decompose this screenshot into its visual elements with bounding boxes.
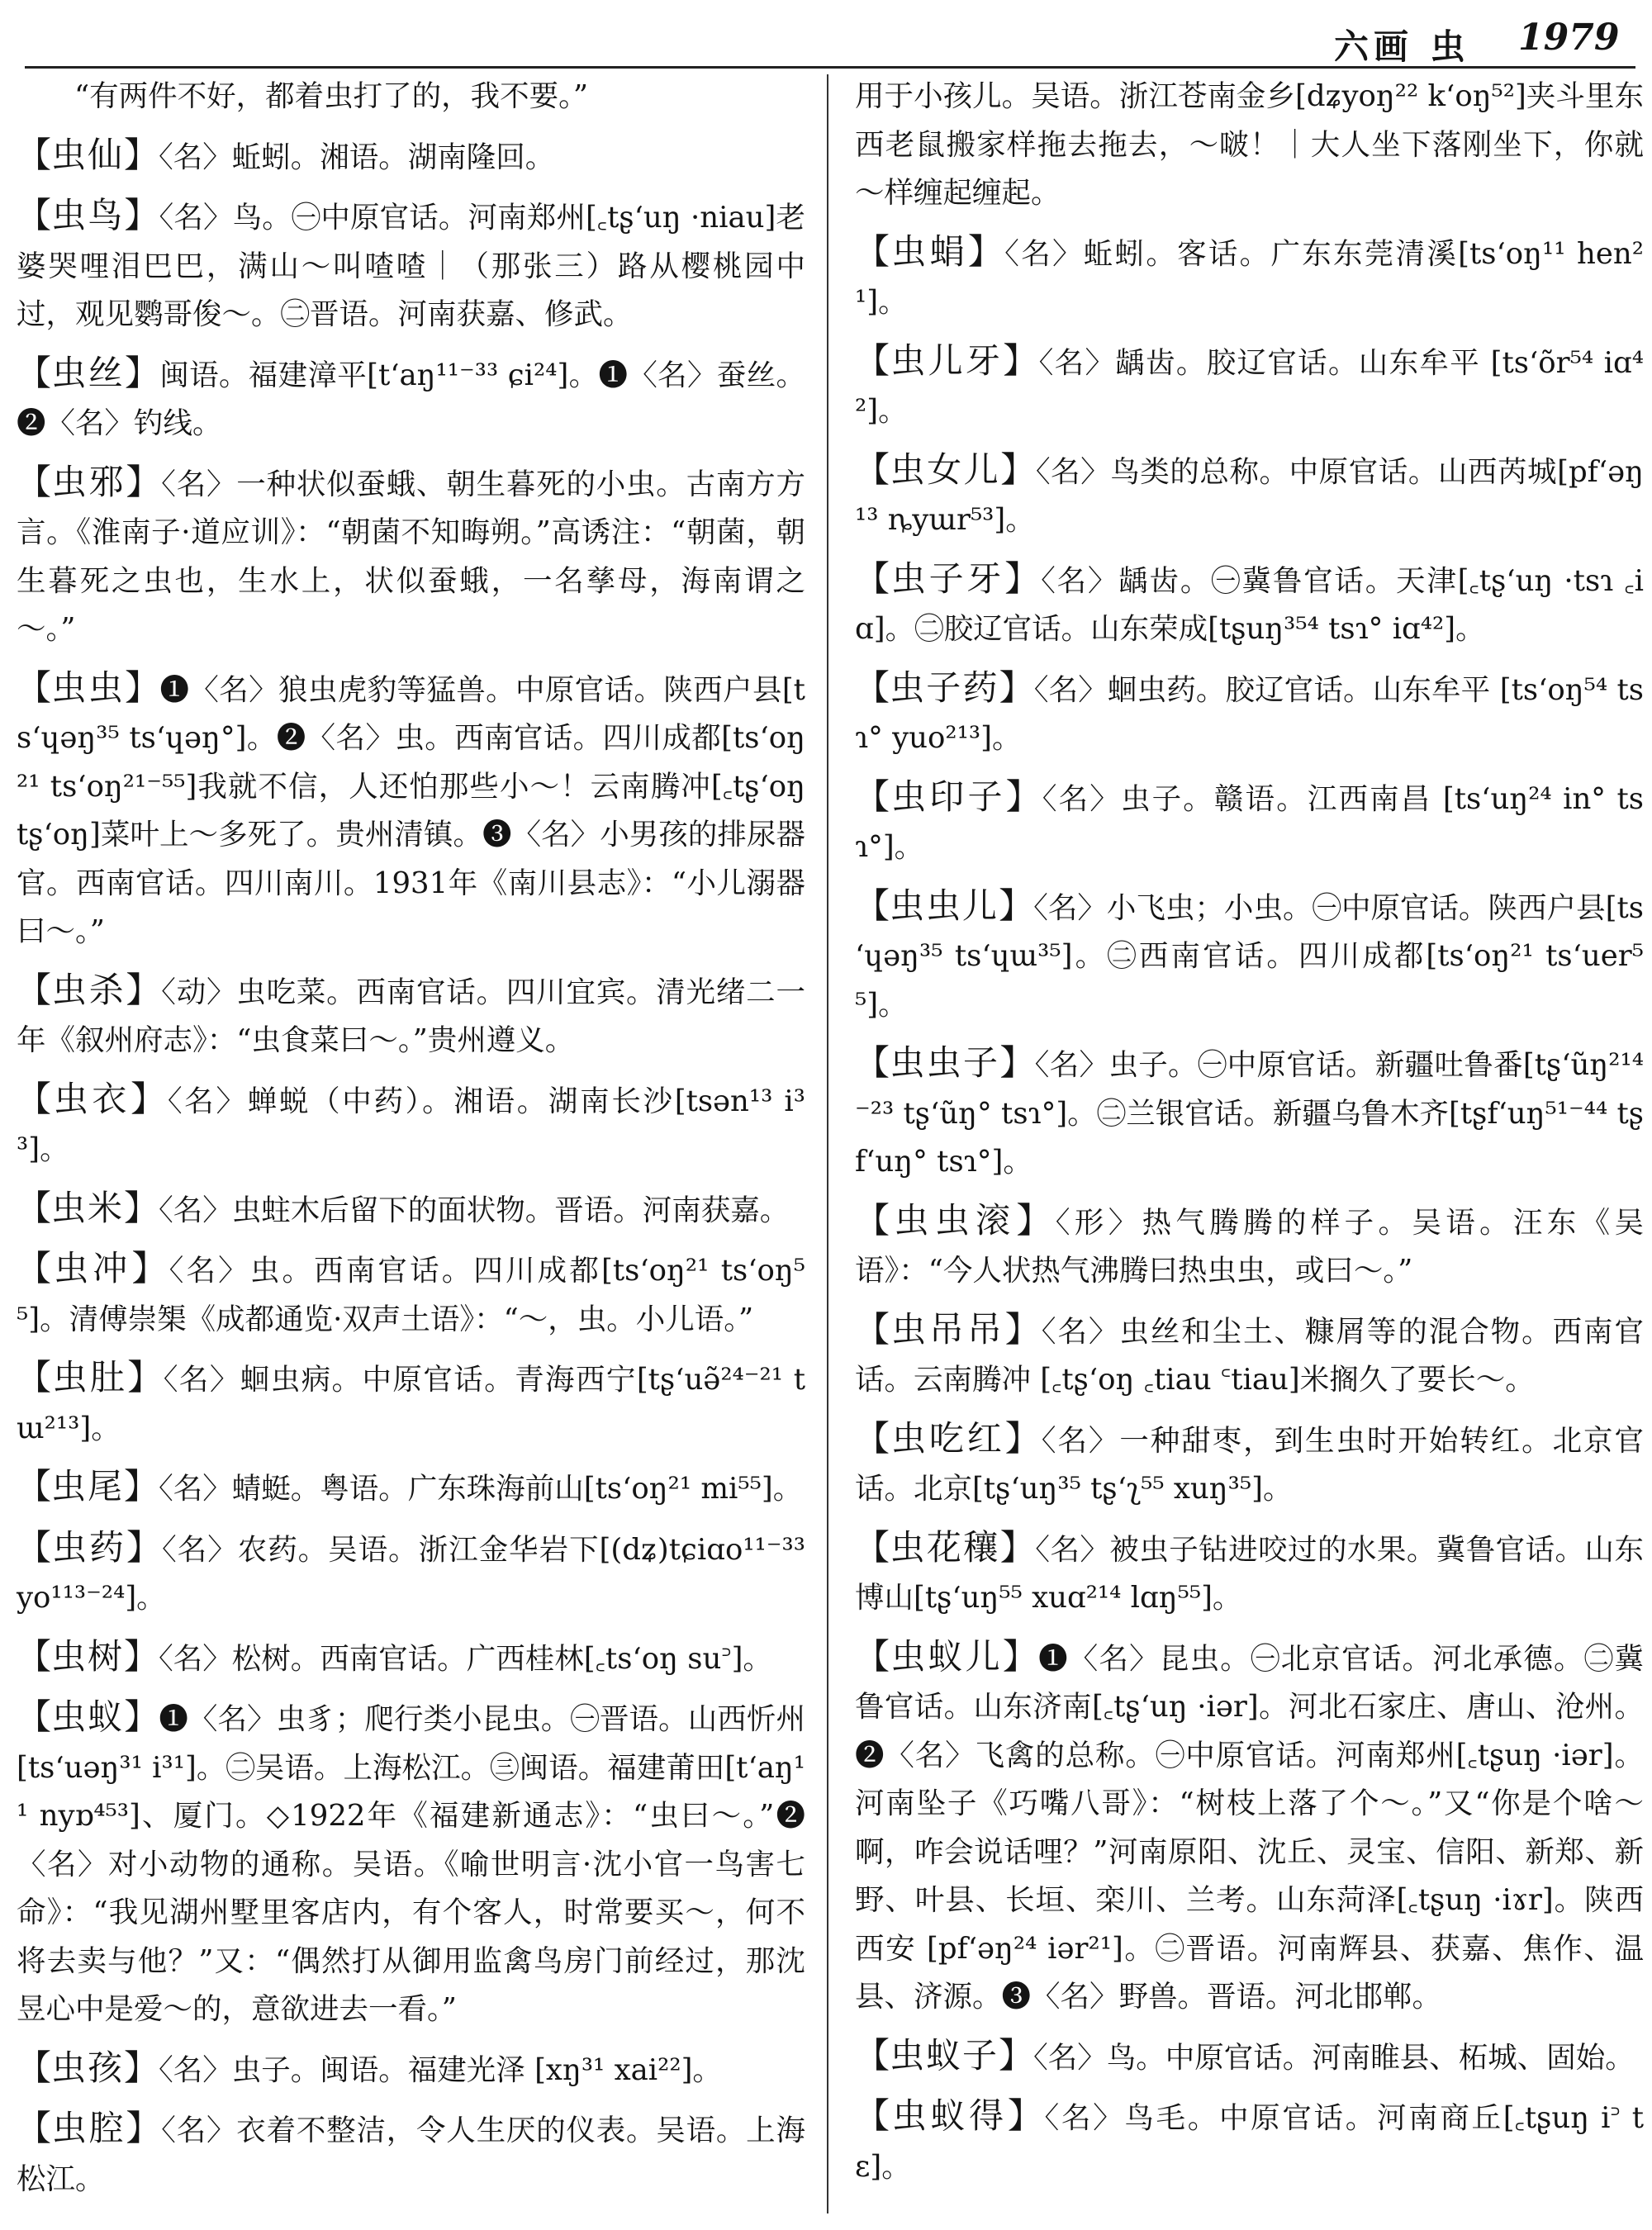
dictionary-entry: 【虫冲】〈名〉虫。西南官话。四川成都[tsʻoŋ²¹ tsʻoŋ⁵⁵]。清傅崇榘《成都通览·双声土语》：“～，虫。小儿语。” bbox=[17, 1248, 805, 1336]
definition: 〈形〉热气腾腾的样子。吴语。汪东《吴语》：“今人状热气沸腾曰热虫虫，或曰～。” bbox=[855, 1205, 1644, 1288]
headword: 虫花穰 bbox=[890, 1526, 1000, 1568]
dictionary-entry: 【虫孩】〈名〉虫子。闽语。福建光泽 [xŋ³¹ xai²²]。 bbox=[17, 2047, 722, 2088]
definition: 〈名〉虫子。赣语。江西南昌 [tsʻuŋ²⁴ in° tsɿ°]。 bbox=[855, 781, 1644, 864]
dictionary-entry: 【虫虫滚】〈形〉热气腾腾的样子。吴语。汪东《吴语》：“今人状热气沸腾曰热虫虫，或曰～。” bbox=[855, 1199, 1644, 1288]
definition: 〈名〉虫蛀木后留下的面状物。晋语。河南获嘉。 bbox=[159, 1193, 790, 1227]
dictionary-entry: 【虫蚁儿】❶〈名〉昆虫。㊀北京官话。河北承德。㊁冀鲁官话。山东济南[꜀tʂʻuŋ ·iər]。河北石家庄、唐山、沧州。❷〈名〉飞禽的总称。㊀中原官话。河南郑州[꜀tʂuŋ ·iər]。河南坠子《巧嘴八哥》：“树枝上落了个～。”又“你是个啥～啊，咋会说话哩？”河南原阳、沈丘、灵宝、信阳、新郑、新野、叶县、长垣、栾川、兰考。山东菏泽[꜀tʂuŋ ·iɤr]。陕西西安 [pfʻəŋ²⁴ iər²¹]。㊁晋语。河南辉县、获嘉、焦作、温县、济源。❸〈名〉野兽。晋语。河北邯郸。 bbox=[855, 1635, 1644, 2014]
column-divider bbox=[827, 74, 828, 2213]
definition: 〈名〉蚯蚓。湘语。湖南隆回。 bbox=[159, 140, 555, 174]
dictionary-entry: 【虫鸟】〈名〉鸟。㊀中原官话。河南郑州[꜀tʂʻuŋ ·niau]老婆哭哩泪巴巴，满山～叫喳喳｜（那张三）路从樱桃园中过，观见鹦哥俊～。㊁晋语。河南获嘉、修武。 bbox=[17, 195, 805, 331]
definition: 〈名〉鸟。中原官话。河南睢县、柘城、固始。 bbox=[1033, 2040, 1635, 2075]
headword: 虫印子 bbox=[891, 776, 1006, 817]
headword: 虫儿牙 bbox=[890, 339, 1004, 381]
definition: 〈名〉虫丝和尘土、糠屑等的混合物。西南官话。云南腾冲 [꜀tʂʻoŋ ꜀tiau ꜂tiau]米搁久了要长～。 bbox=[855, 1314, 1644, 1397]
dictionary-entry: 【虫腔】〈名〉衣着不整洁，令人生厌的仪表。吴语。上海松江。 bbox=[17, 2108, 805, 2196]
headword: 虫子药 bbox=[890, 667, 999, 708]
headword: 虫子牙 bbox=[890, 558, 1005, 599]
dictionary-entry: 【虫女儿】〈名〉鸟类的总称。中原官话。山西芮城[pfʻəŋ¹³ ȵyɯr⁵³]。 bbox=[855, 448, 1644, 537]
dictionary-entry: 【虫肚】〈名〉蛔虫病。中原官话。青海西宁[tʂʻuə̃²⁴⁻²¹ tɯ²¹³]。 bbox=[17, 1357, 805, 1445]
definition: 〈名〉鸟毛。中原官话。河南商丘[꜀tʂuŋ i꜄ tɛ]。 bbox=[855, 2101, 1644, 2184]
headword: 虫蚁得 bbox=[891, 2095, 1008, 2136]
dictionary-entry: 【虫邪】〈名〉一种状似蚕蛾、朝生暮死的小虫。古南方方言。《淮南子·道应训》：“朝菌不知晦朔。”高诱注：“朝菌，朝生暮死之虫也，生水上，状似蚕蛾，一名孳母，海南谓之～。” bbox=[17, 461, 805, 646]
dictionary-entry: 【虫子牙】〈名〉龋齿。㊀冀鲁官话。天津[꜀tʂʻuŋ ·tsɿ ꜀iɑ]。㊁胶辽官话。山东荣成[tʂuŋ³⁵⁴ tsɿ° iɑ⁴²]。 bbox=[855, 558, 1644, 646]
definition: 〈名〉蜻蜓。粤语。广东珠海前山[tsʻoŋ²¹ mi⁵⁵]。 bbox=[159, 1472, 803, 1506]
page-number: 1979 bbox=[1518, 17, 1620, 59]
definition: 〈名〉松树。西南官话。广西桂林[꜀tsʻoŋ su꜄]。 bbox=[159, 1641, 772, 1676]
dictionary-entry: 【虫仙】〈名〉蚯蚓。湘语。湖南隆回。 bbox=[17, 134, 555, 175]
headword: 虫蚁子 bbox=[890, 2034, 999, 2076]
dictionary-entry: 【虫蚁子】〈名〉鸟。中原官话。河南睢县、柘城、固始。 bbox=[855, 2034, 1635, 2076]
definition: 〈名〉虫子。㊀中原官话。新疆吐鲁番[tʂʻũŋ²¹⁴⁻²³ tʂʻũŋ° tsɿ°]。㊁兰银官话。新疆乌鲁木齐[tʂfʻuŋ⁵¹⁻⁴⁴ tʂfʻuŋ° tsɿ°]。 bbox=[855, 1048, 1644, 1179]
definition: 〈名〉蝉蜕（中药）。湘语。湖南长沙[tsən¹³ i³³]。 bbox=[17, 1084, 805, 1166]
dictionary-entry: 【虫杀】〈动〉虫吃菜。西南官话。四川宜宾。清光绪二一年《叙州府志》：“虫食菜曰～。”贵州遵义。 bbox=[17, 969, 805, 1057]
header-rule bbox=[25, 66, 1635, 69]
dictionary-entry: 【虫树】〈名〉松树。西南官话。广西桂林[꜀tsʻoŋ su꜄]。 bbox=[17, 1635, 772, 1677]
headword: 虫虫滚 bbox=[894, 1199, 1017, 1241]
definition: 〈名〉一种甜枣，到生虫时开始转红。北京官话。北京[tʂʻuŋ³⁵ tʂʻʅ⁵⁵ xuŋ³⁵]。 bbox=[855, 1423, 1644, 1506]
headword: 虫鸟 bbox=[51, 195, 125, 235]
definition: 〈名〉虫。西南官话。四川成都[tsʻoŋ²¹ tsʻoŋ⁵⁵]。清傅崇榘《成都通览·双声土语》：“～，虫。小儿语。” bbox=[17, 1254, 805, 1336]
headword: 虫树 bbox=[51, 1635, 125, 1677]
headword: 虫虫子 bbox=[890, 1042, 1000, 1083]
dictionary-entry: 【虫蚁得】〈名〉鸟毛。中原官话。河南商丘[꜀tʂuŋ i꜄ tɛ]。 bbox=[855, 2095, 1644, 2184]
definition: ❶〈名〉狼虫虎豹等猛兽。中原官话。陕西户县[tsʻɥəŋ³⁵ tsʻɥəŋ°]。❷〈名〉虫。西南官话。四川成都[tsʻoŋ²¹ tsʻoŋ²¹⁻⁵⁵]我就不信，人还怕那些小～！云南腾冲[꜀tʂʻoŋ tʂʻoŋ]菜叶上～多死了。贵州清镇。❸〈名〉小男孩的排尿器官。西南官话。四川南川。1931年《南川县志》：“小儿溺器曰～。” bbox=[17, 672, 805, 948]
dictionary-entry: 【虫衣】〈名〉蝉蜕（中药）。湘语。湖南长沙[tsən¹³ i³³]。 bbox=[17, 1078, 805, 1166]
dictionary-entry: 【虫丝】闽语。福建漳平[tʻaŋ¹¹⁻³³ ɕi²⁴]。❶〈名〉蚕丝。❷〈名〉钓线。 bbox=[17, 352, 805, 440]
dictionary-entry: 【虫吊吊】〈名〉虫丝和尘土、糠屑等的混合物。西南官话。云南腾冲 [꜀tʂʻoŋ ꜀tiau ꜂tiau]米搁久了要长～。 bbox=[855, 1308, 1644, 1397]
headword: 虫女儿 bbox=[890, 448, 1001, 490]
definition: 〈名〉蛔虫病。中原官话。青海西宁[tʂʻuə̃²⁴⁻²¹ tɯ²¹³]。 bbox=[17, 1363, 805, 1445]
dictionary-entry: 【虫药】〈名〉农药。吴语。浙江金华岩下[(dʑ)tɕiɑo¹¹⁻³³ yo¹¹³⁻²⁴]。 bbox=[17, 1526, 805, 1615]
dictionary-entry: 【虫吃红】〈名〉一种甜枣，到生虫时开始转红。北京官话。北京[tʂʻuŋ³⁵ tʂʻʅ⁵⁵ xuŋ³⁵]。 bbox=[855, 1417, 1644, 1506]
headword: 虫蚁 bbox=[51, 1696, 125, 1737]
dictionary-entry: 【虫虫】❶〈名〉狼虫虎豹等猛兽。中原官话。陕西户县[tsʻɥəŋ³⁵ tsʻɥəŋ°]。❷〈名〉虫。西南官话。四川成都[tsʻoŋ²¹ tsʻoŋ²¹⁻⁵⁵]我就不信，人还怕那些小～！云南腾冲[꜀tʂʻoŋ tʂʻoŋ]菜叶上～多死了。贵州清镇。❸〈名〉小男孩的排尿器官。西南官话。四川南川。1931年《南川县志》：“小儿溺器曰～。” bbox=[17, 667, 805, 948]
definition: 〈名〉小飞虫；小虫。㊀中原官话。陕西户县[tsʻɥəŋ³⁵ tsʻɥɯ³⁵]。㊁西南官话。四川成都[tsʻoŋ²¹ tsʻuer⁵⁵]。 bbox=[855, 890, 1644, 1022]
headword: 虫米 bbox=[51, 1187, 125, 1228]
headword: 虫腔 bbox=[51, 2108, 126, 2148]
dictionary-entry: 【虫蚁】❶〈名〉虫豸；爬行类小昆虫。㊀晋语。山西忻州[tsʻuəŋ³¹ i³¹]。㊁吴语。上海松江。㊂闽语。福建莆田[tʻaŋ¹¹ nyɒ⁴⁵³]、厦门。◇1922年《福建新通志》：“虫曰～。”❷〈名〉对小动物的通称。吴语。《喻世明言·沈小官一鸟害七命》：“我见湖州墅里客店内，有个客人，时常要买～，何不将去卖与他？”又：“偶然打从御用监禽鸟房门前经过，那沈昱心中是爱～的，意欲进去一看。” bbox=[17, 1696, 805, 2026]
dictionary-entry: 【虫虫儿】〈名〉小飞虫；小虫。㊀中原官话。陕西户县[tsʻɥəŋ³⁵ tsʻɥɯ³⁵]。㊁西南官话。四川成都[tsʻoŋ²¹ tsʻuer⁵⁵]。 bbox=[855, 885, 1644, 1022]
definition: 〈名〉衣着不整洁，令人生厌的仪表。吴语。上海松江。 bbox=[17, 2114, 805, 2196]
dictionary-entry: 【虫尾】〈名〉蜻蜓。粤语。广东珠海前山[tsʻoŋ²¹ mi⁵⁵]。 bbox=[17, 1466, 803, 1506]
headword: 虫虫 bbox=[51, 667, 126, 708]
dictionary-entry: 【虫花穰】〈名〉被虫子钻进咬过的水果。冀鲁官话。山东博山[tʂʻuŋ⁵⁵ xuɑ²¹⁴ lɑŋ⁵⁵]。 bbox=[855, 1526, 1644, 1615]
headword: 虫孩 bbox=[51, 2047, 125, 2088]
dictionary-entry: 【虫印子】〈名〉虫子。赣语。江西南昌 [tsʻuŋ²⁴ in° tsɿ°]。 bbox=[855, 776, 1644, 864]
definition: 〈名〉鸟类的总称。中原官话。山西芮城[pfʻəŋ¹³ ȵyɯr⁵³]。 bbox=[855, 454, 1644, 537]
dictionary-entry: 【虫米】〈名〉虫蛀木后留下的面状物。晋语。河南获嘉。 bbox=[17, 1187, 790, 1228]
headword: 虫吃红 bbox=[890, 1417, 1005, 1459]
headword: 虫尾 bbox=[51, 1466, 125, 1506]
definition: 〈动〉虫吃菜。西南官话。四川宜宾。清光绪二一年《叙州府志》：“虫食菜曰～。”贵州遵义。 bbox=[17, 975, 805, 1057]
headword: 虫丝 bbox=[51, 352, 125, 393]
dictionary-entry: 【虫虫子】〈名〉虫子。㊀中原官话。新疆吐鲁番[tʂʻũŋ²¹⁴⁻²³ tʂʻũŋ° tsɿ°]。㊁兰银官话。新疆乌鲁木齐[tʂfʻuŋ⁵¹⁻⁴⁴ tʂfʻuŋ° tsɿ°]。 bbox=[855, 1042, 1644, 1179]
continuation-text: 用于小孩儿。吴语。浙江苍南金乡[dʑyoŋ²² kʻoŋ⁵²]夹斗里东西老鼠搬家样拖去拖去，～啵！｜大人坐下落刚坐下，你就～样缠起缠起。 bbox=[855, 79, 1644, 210]
left-column bbox=[17, 73, 805, 2213]
headword: 虫邪 bbox=[51, 461, 126, 502]
headword: 虫杀 bbox=[51, 969, 126, 1010]
definition: ❶〈名〉昆虫。㊀北京官话。河北承德。㊁冀鲁官话。山东济南[꜀tʂʻuŋ ·iər]。河北石家庄、唐山、沧州。❷〈名〉飞禽的总称。㊀中原官话。河南郑州[꜀tʂuŋ ·iər]。河南坠子《巧嘴八哥》：“树枝上落了个～。”又“你是个啥～啊，咋会说话哩？”河南原阳、沈丘、灵宝、信阳、新郑、新野、叶县、长垣、栾川、兰考。山东菏泽[꜀tʂuŋ ·iɤr]。陕西西安 [pfʻəŋ²⁴ iər²¹]。㊁晋语。河南辉县、获嘉、焦作、温县、济源。❸〈名〉野兽。晋语。河北邯郸。 bbox=[855, 1641, 1644, 2014]
headword: 虫药 bbox=[52, 1526, 126, 1568]
definition: 〈名〉鸟。㊀中原官话。河南郑州[꜀tʂʻuŋ ·niau]老婆哭哩泪巴巴，满山～叫喳喳｜（那张三）路从樱桃园中过，观见鹦哥俊～。㊁晋语。河南获嘉、修武。 bbox=[17, 201, 805, 331]
definition: 〈名〉龋齿。㊀冀鲁官话。天津[꜀tʂʻuŋ ·tsɿ ꜀iɑ]。㊁胶辽官话。山东荣成[tʂuŋ³⁵⁴ tsɿ° iɑ⁴²]。 bbox=[855, 563, 1644, 646]
definition: 〈名〉一种状似蚕蛾、朝生暮死的小虫。古南方方言。《淮南子·道应训》：“朝菌不知晦朔。”高诱注：“朝菌，朝生暮死之虫也，生水上，状似蚕蛾，一名孳母，海南谓之～。” bbox=[17, 467, 805, 646]
section-heading: 六画 虫 bbox=[1334, 26, 1470, 67]
dictionary-entry: 【虫儿牙】〈名〉龋齿。胶辽官话。山东牟平 [tsʻõr⁵⁴ iɑ⁴²]。 bbox=[855, 339, 1644, 428]
definition: ❶〈名〉虫豸；爬行类小昆虫。㊀晋语。山西忻州[tsʻuəŋ³¹ i³¹]。㊁吴语。上海松江。㊂闽语。福建莆田[tʻaŋ¹¹ nyɒ⁴⁵³]、厦门。◇1922年《福建新通志》：“虫曰～。”❷〈名〉对小动物的通称。吴语。《喻世明言·沈小官一鸟害七命》：“我见湖州墅里客店内，有个客人，时常要买～，何不将去卖与他？”又：“偶然打从御用监禽鸟房门前经过，那沈昱心中是爱～的，意欲进去一看。” bbox=[17, 1702, 805, 2026]
right-column bbox=[855, 73, 1644, 2201]
headword: 虫蚁儿 bbox=[890, 1635, 1003, 1677]
definition: 〈名〉虫子。闽语。福建光泽 [xŋ³¹ xai²²]。 bbox=[159, 2052, 722, 2087]
dictionary-entry: 【虫子药】〈名〉蛔虫药。胶辽官话。山东牟平 [tsʻoŋ⁵⁴ tsɿ° yuo²¹³]。 bbox=[855, 667, 1644, 755]
page-header bbox=[0, 0, 1652, 66]
definition: 〈名〉龋齿。胶辽官话。山东牟平 [tsʻõr⁵⁴ iɑ⁴²]。 bbox=[855, 345, 1644, 428]
definition: 〈名〉被虫子钻进咬过的水果。冀鲁官话。山东博山[tʂʻuŋ⁵⁵ xuɑ²¹⁴ lɑŋ⁵⁵]。 bbox=[855, 1532, 1644, 1615]
headword: 虫虫儿 bbox=[890, 885, 999, 926]
headword: 虫蜎 bbox=[891, 230, 968, 272]
dictionary-entry: 【虫蜎】〈名〉蚯蚓。客话。广东东莞清溪[tsʻoŋ¹¹ hen²¹]。 bbox=[855, 230, 1644, 319]
continuation-text: “有两件不好，都着虫打了的，我不要。” bbox=[74, 79, 589, 113]
definition: 〈名〉蛔虫药。胶辽官话。山东牟平 [tsʻoŋ⁵⁴ tsɿ° yuo²¹³]。 bbox=[855, 672, 1644, 755]
headword: 虫冲 bbox=[54, 1248, 132, 1288]
headword: 虫吊吊 bbox=[890, 1308, 1005, 1350]
headword: 虫衣 bbox=[53, 1078, 131, 1119]
definition: 〈名〉农药。吴语。浙江金华岩下[(dʑ)tɕiɑo¹¹⁻³³ yo¹¹³⁻²⁴]。 bbox=[17, 1532, 805, 1615]
definition: 闽语。福建漳平[tʻaŋ¹¹⁻³³ ɕi²⁴]。❶〈名〉蚕丝。❷〈名〉钓线。 bbox=[17, 358, 805, 440]
headword: 虫肚 bbox=[52, 1357, 128, 1397]
definition: 〈名〉蚯蚓。客话。广东东莞清溪[tsʻoŋ¹¹ hen²¹]。 bbox=[855, 236, 1644, 319]
headword: 虫仙 bbox=[51, 134, 125, 175]
